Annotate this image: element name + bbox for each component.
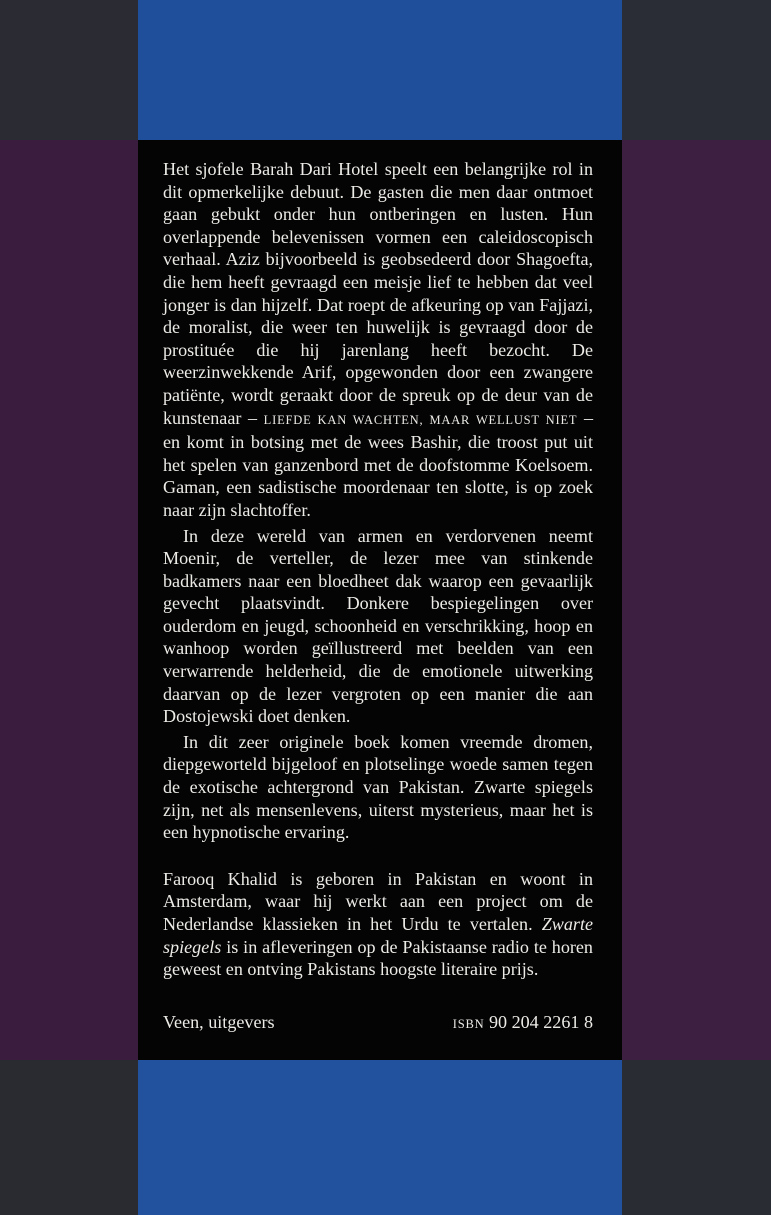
isbn	[453, 1012, 593, 1033]
author-bio-book-title: Zwarte spiegels	[163, 914, 593, 957]
bottom-left-gray-stripe	[0, 1060, 138, 1215]
blurb-p1-continuation: – en komt in botsing met de wees Bashir, die troost put uit het spelen van ganzenbord met de doofstomme Koelsoem. Gaman, een sadistische moordenaar ten slotte, is op zoek naar zijn slachtoffer.	[163, 407, 593, 520]
bottom-right-gray-stripe	[622, 1060, 771, 1215]
cover-top-band	[0, 0, 771, 140]
blurb-paragraph-3: In dit zeer originele boek komen vreemde dromen, diepgeworteld bijgeloof en plotselinge woede samen tegen de exotische achtergrond van Pakistan. Zwarte spiegels zijn, net als mensenlevens, uiterst mysterieus, maar het is een hypnotische ervaring.	[163, 731, 593, 843]
isbn-number: 90 204 2261 8	[488, 1012, 593, 1032]
author-bio-continuation: is in afleveringen op de Pakistaanse radio te horen geweest en ontving Pakistans hoogste literaire prijs.	[163, 936, 593, 980]
bottom-center-blue-stripe	[138, 1060, 622, 1215]
back-cover-blurb	[163, 158, 593, 981]
cover-bottom-band	[0, 1060, 771, 1215]
blurb-p1-text: Het sjofele Barah Dari Hotel speelt een belangrijke rol in dit opmerkelijke debuut. De gasten die men daar ontmoet gaan gebukt onder hun ontberingen en lusten. Hun overlappende belevenissen vormen een caleidoscopisch verhaal. Aziz bijvoorbeeld is geobsedeerd door Shagoefta, die hem heeft gevraagd een meisje lief te hebben dat veel jonger is dan hijzelf. Dat roept de afkeuring op van Fajjazi, de moralist, die weer ten huwelijk is gevraagd door de prostituée die hij jarenlang heeft bezocht. De weerzinwekkende Arif, opgewonden door een zwangere patiënte, wordt geraakt door de spreuk op de deur van de kunstenaar –	[163, 159, 593, 428]
top-left-gray-stripe	[0, 0, 138, 140]
top-right-gray-stripe	[622, 0, 771, 140]
blurb-p1-smallcaps-quote: LIEFDE KAN WACHTEN, MAAR WELLUST NIET	[263, 412, 578, 427]
publisher-name: Veen, uitgevers	[163, 1012, 275, 1032]
author-bio	[163, 868, 593, 981]
back-cover-footer	[163, 1012, 593, 1033]
middle-right-purple-stripe	[622, 140, 771, 1060]
top-center-blue-stripe	[138, 0, 622, 140]
middle-left-purple-stripe	[0, 140, 138, 1060]
blurb-paragraph-1	[163, 158, 593, 522]
isbn-label: ISBN	[452, 1017, 485, 1031]
author-bio-text: Farooq Khalid is geboren in Pakistan en woont in Amsterdam, waar hij werkt aan een project om de Nederlandse klassieken in het Urdu te vertalen.	[163, 868, 593, 934]
blurb-paragraph-2: In deze wereld van armen en verdorvenen neemt Moenir, de verteller, de lezer mee van stinkende badkamers naar een bloedheet dak waarop een gevaarlijk gevecht plaatsvindt. Donkere bespiegelingen over ouderdom en jeugd, schoonheid en verschrikking, hoop en wanhoop worden geïllustreerd met beelden van een verwarrende helderheid, die de emotionele uitwerking daarvan op de lezer vergroten op een manier die aan Dostojewski doet denken.	[163, 525, 593, 727]
